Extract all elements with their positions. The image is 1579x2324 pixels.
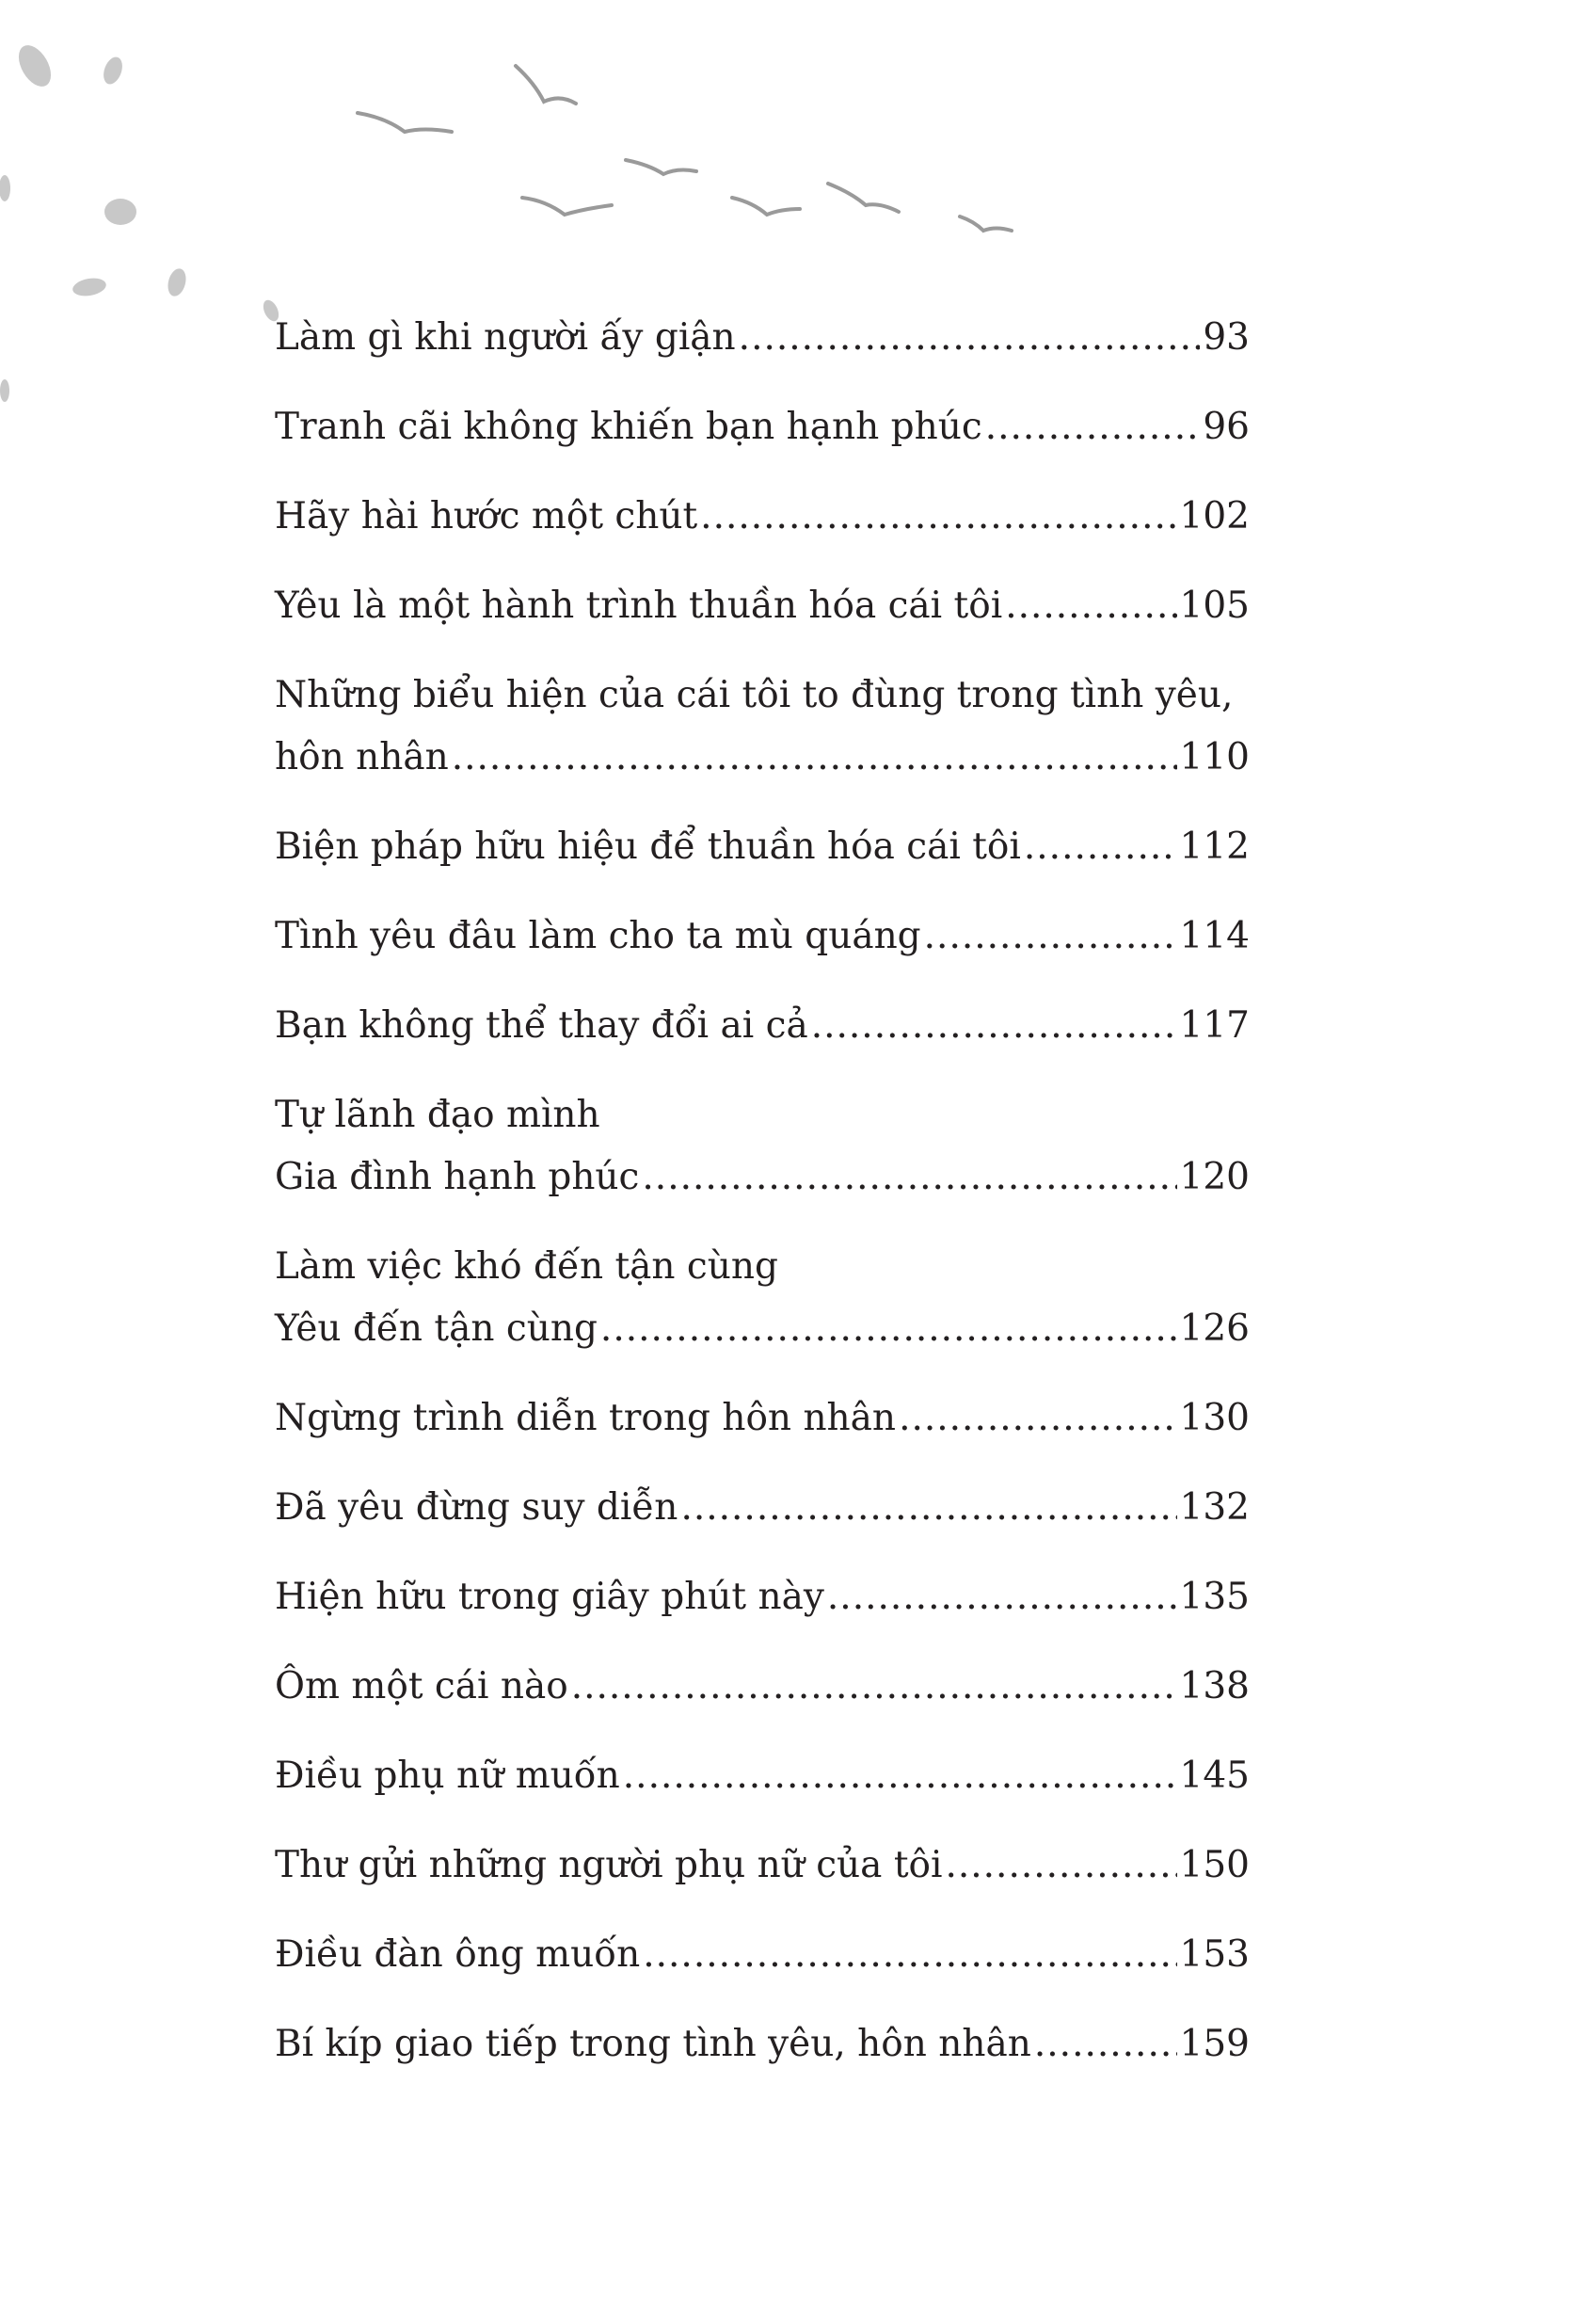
toc-entry-page-number: 117 [1179, 1004, 1250, 1047]
dot-leader [924, 906, 1177, 968]
table-of-contents [275, 307, 1250, 2103]
toc-entry-line [275, 1924, 1250, 1986]
toc-entry-line [275, 995, 1250, 1057]
toc-entry[interactable] [275, 1236, 1250, 1360]
toc-entry[interactable] [275, 575, 1250, 637]
toc-entry-page-number: 132 [1179, 1486, 1250, 1529]
toc-entry[interactable] [275, 1477, 1250, 1539]
toc-entry-page-number: 159 [1179, 2023, 1250, 2065]
toc-entry-line [275, 1745, 1250, 1807]
toc-entry-line [275, 665, 1250, 727]
dot-leader [899, 1387, 1176, 1450]
toc-entry-line [275, 1084, 1250, 1146]
toc-entry-title: Bí kíp giao tiếp trong tình yêu, hôn nhân [275, 2023, 1031, 2065]
dot-leader [739, 307, 1201, 369]
toc-entry-page-number: 102 [1179, 495, 1250, 537]
dot-leader [1005, 575, 1176, 637]
dot-leader [827, 1566, 1177, 1628]
toc-entry-title: Ngừng trình diễn trong hôn nhân [275, 1397, 897, 1439]
toc-entry-title: Tình yêu đâu làm cho ta mù quáng [275, 915, 921, 957]
dot-leader [600, 1298, 1177, 1360]
dot-leader [700, 486, 1176, 548]
toc-entry[interactable] [275, 2013, 1250, 2076]
bird [828, 184, 899, 212]
toc-entry-line [275, 906, 1250, 968]
toc-entry-page-number: 153 [1179, 1933, 1250, 1976]
toc-entry-page-number: 126 [1179, 1307, 1250, 1350]
toc-entry-title: Làm gì khi người ấy giận [275, 316, 736, 359]
toc-entry[interactable] [275, 486, 1250, 548]
toc-entry-title: Biện pháp hữu hiệu để thuần hóa cái tôi [275, 825, 1021, 868]
toc-entry-title: Những biểu hiện của cái tôi to đùng trong tình yêu, [275, 674, 1234, 716]
toc-entry[interactable] [275, 995, 1250, 1057]
toc-entry-title: Hiện hữu trong giây phút này [275, 1576, 824, 1618]
petal [0, 379, 9, 402]
toc-entry-page-number: 138 [1179, 1665, 1250, 1707]
toc-entry[interactable] [275, 396, 1250, 458]
bird [960, 216, 1012, 231]
toc-entry[interactable] [275, 307, 1250, 369]
toc-entry-line [275, 2013, 1250, 2076]
dot-leader [945, 1835, 1176, 1897]
toc-entry-title: Điều phụ nữ muốn [275, 1755, 620, 1797]
toc-entry-title: Ôm một cái nào [275, 1665, 568, 1707]
bird [358, 113, 452, 132]
dot-leader [1024, 816, 1177, 878]
toc-entry-page-number: 110 [1179, 736, 1250, 778]
toc-entry[interactable] [275, 906, 1250, 968]
dot-leader [985, 396, 1201, 458]
bird [732, 198, 800, 215]
toc-entry-title: Gia đình hạnh phúc [275, 1156, 640, 1198]
bird [516, 66, 576, 104]
toc-entry-page-number: 120 [1179, 1156, 1250, 1198]
toc-entry-title: hôn nhân [275, 736, 449, 778]
toc-entry-title: Tranh cãi không khiến bạn hạnh phúc [275, 406, 982, 448]
toc-entry-page-number: 130 [1179, 1397, 1250, 1439]
toc-entry[interactable] [275, 1835, 1250, 1897]
toc-entry-page-number: 112 [1179, 825, 1250, 868]
bird [626, 160, 696, 174]
petal [12, 40, 57, 92]
toc-entry-title: Đã yêu đừng suy diễn [275, 1486, 678, 1529]
toc-entry-line [275, 307, 1250, 369]
dot-leader [642, 1146, 1176, 1209]
toc-entry-title: Điều đàn ông muốn [275, 1933, 641, 1976]
toc-entry-page-number: 114 [1179, 915, 1250, 957]
toc-entry-page-number: 150 [1179, 1844, 1250, 1886]
petals-group [0, 40, 281, 402]
petal [165, 266, 188, 298]
toc-entry-line [275, 396, 1250, 458]
toc-entry-title: Làm việc khó đến tận cùng [275, 1245, 778, 1288]
toc-entry-page-number: 93 [1203, 316, 1250, 359]
petal [72, 276, 108, 298]
toc-entry-line [275, 816, 1250, 878]
toc-entry-line [275, 1236, 1250, 1298]
toc-entry-line [275, 575, 1250, 637]
toc-entry[interactable] [275, 665, 1250, 789]
toc-entry-line [275, 1387, 1250, 1450]
toc-entry-title: Hãy hài hước một chút [275, 495, 698, 537]
toc-entry[interactable] [275, 1745, 1250, 1807]
dot-leader [452, 727, 1177, 789]
dot-leader [811, 995, 1177, 1057]
dot-leader [571, 1656, 1177, 1718]
dot-leader [623, 1745, 1177, 1807]
toc-entry-page-number: 105 [1179, 585, 1250, 627]
toc-entry[interactable] [275, 1924, 1250, 1986]
toc-entry-line [275, 1477, 1250, 1539]
toc-entry-title: Yêu là một hành trình thuần hóa cái tôi [275, 585, 1003, 627]
toc-entry-title: Thư gửi những người phụ nữ của tôi [275, 1844, 943, 1886]
toc-entry-page-number: 135 [1179, 1576, 1250, 1618]
birds-group [358, 66, 1012, 231]
toc-entry-line [275, 1566, 1250, 1628]
toc-entry[interactable] [275, 1566, 1250, 1628]
toc-entry-line [275, 727, 1250, 789]
petal [100, 55, 125, 87]
petal [104, 199, 136, 225]
toc-entry[interactable] [275, 816, 1250, 878]
toc-entry-line [275, 1146, 1250, 1209]
bird [522, 198, 612, 215]
toc-entry[interactable] [275, 1084, 1250, 1209]
toc-entry-title: Yêu đến tận cùng [275, 1307, 598, 1350]
toc-entry-line [275, 1298, 1250, 1360]
toc-entry[interactable] [275, 1387, 1250, 1450]
toc-entry-page-number: 96 [1203, 406, 1250, 448]
toc-entry-line [275, 1656, 1250, 1718]
dot-leader [643, 1924, 1176, 1986]
toc-entry-title: Bạn không thể thay đổi ai cả [275, 1004, 808, 1047]
petal [0, 175, 10, 201]
dot-leader [680, 1477, 1176, 1539]
toc-entry[interactable] [275, 1656, 1250, 1718]
toc-entry-page-number: 145 [1179, 1755, 1250, 1797]
dot-leader [1034, 2013, 1177, 2076]
toc-entry-line [275, 1835, 1250, 1897]
toc-entry-title: Tự lãnh đạo mình [275, 1094, 600, 1136]
toc-entry-line [275, 486, 1250, 548]
